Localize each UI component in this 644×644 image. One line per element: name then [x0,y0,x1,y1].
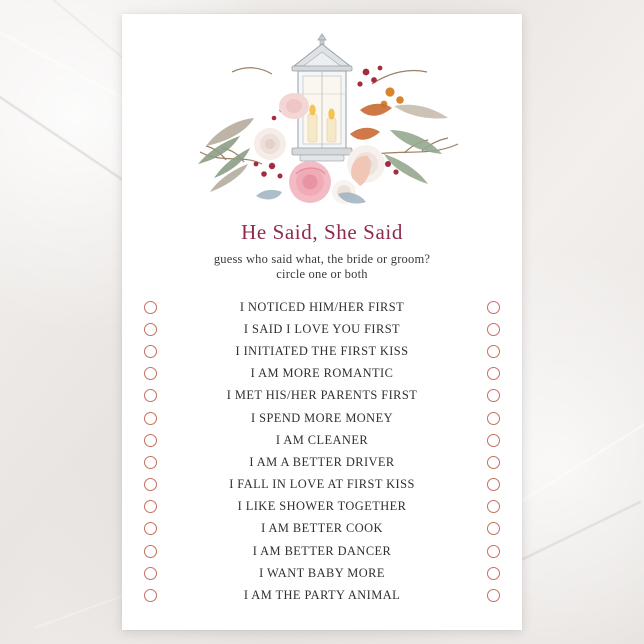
question-label: I SAID I LOVE YOU FIRST [243,321,401,336]
circle-option-left[interactable] [144,301,157,314]
page-title: He Said, She Said [241,220,403,244]
circle-option-right[interactable] [487,500,500,513]
circle-option-right[interactable] [487,522,500,535]
circle-option-left[interactable] [144,522,157,535]
circle-option-right[interactable] [487,345,500,358]
question-label: I AM THE PARTY ANIMAL [243,588,401,603]
circle-option-right[interactable] [487,589,500,602]
question-label: I AM A BETTER DRIVER [249,454,395,469]
circle-option-right[interactable] [487,367,500,380]
question-label: I MET HIS/HER PARENTS FIRST [226,388,418,403]
question-row [144,429,500,451]
circle-option-right[interactable] [487,456,500,469]
question-label: I AM MORE ROMANTIC [250,366,394,381]
circle-option-left[interactable] [144,323,157,336]
game-card [122,14,522,630]
circle-option-left[interactable] [144,434,157,447]
question-row [144,318,500,340]
question-label: I AM BETTER COOK [261,521,383,536]
circle-option-left[interactable] [144,545,157,558]
circle-option-right[interactable] [487,478,500,491]
question-row [144,518,500,540]
question-row [144,584,500,606]
question-label: I NOTICED HIM/HER FIRST [239,299,405,314]
circle-option-right[interactable] [487,545,500,558]
circle-option-left[interactable] [144,500,157,513]
circle-option-left[interactable] [144,389,157,402]
circle-option-left[interactable] [144,589,157,602]
subtitle-line-2: circle one or both [276,267,368,281]
question-label: I AM BETTER DANCER [252,543,392,558]
circle-option-right[interactable] [487,301,500,314]
question-label: I WANT BABY MORE [259,565,385,580]
question-row [144,540,500,562]
circle-option-left[interactable] [144,412,157,425]
lantern-floral-artwork [122,14,522,214]
question-label: I INITIATED THE FIRST KISS [235,343,409,358]
circle-option-left[interactable] [144,456,157,469]
circle-option-left[interactable] [144,567,157,580]
question-list [122,296,522,607]
question-row [144,363,500,385]
subtitle [122,252,522,282]
question-label: I LIKE SHOWER TOGETHER [237,499,407,514]
circle-option-right[interactable] [487,412,500,425]
question-row [144,385,500,407]
question-label: I FALL IN LOVE AT FIRST KISS [229,477,415,492]
circle-option-right[interactable] [487,567,500,580]
question-row [144,562,500,584]
circle-option-right[interactable] [487,323,500,336]
circle-option-right[interactable] [487,389,500,402]
question-row [144,474,500,496]
circle-option-left[interactable] [144,367,157,380]
question-label: I SPEND MORE MONEY [251,410,393,425]
question-row [144,340,500,362]
subtitle-line-1: guess who said what, the bride or groom? [213,252,431,266]
circle-option-left[interactable] [144,478,157,491]
question-row [144,496,500,518]
question-label: I AM CLEANER [275,432,369,447]
circle-option-right[interactable] [487,434,500,447]
question-row [144,296,500,318]
circle-option-left[interactable] [144,345,157,358]
question-row [144,451,500,473]
question-row [144,407,500,429]
